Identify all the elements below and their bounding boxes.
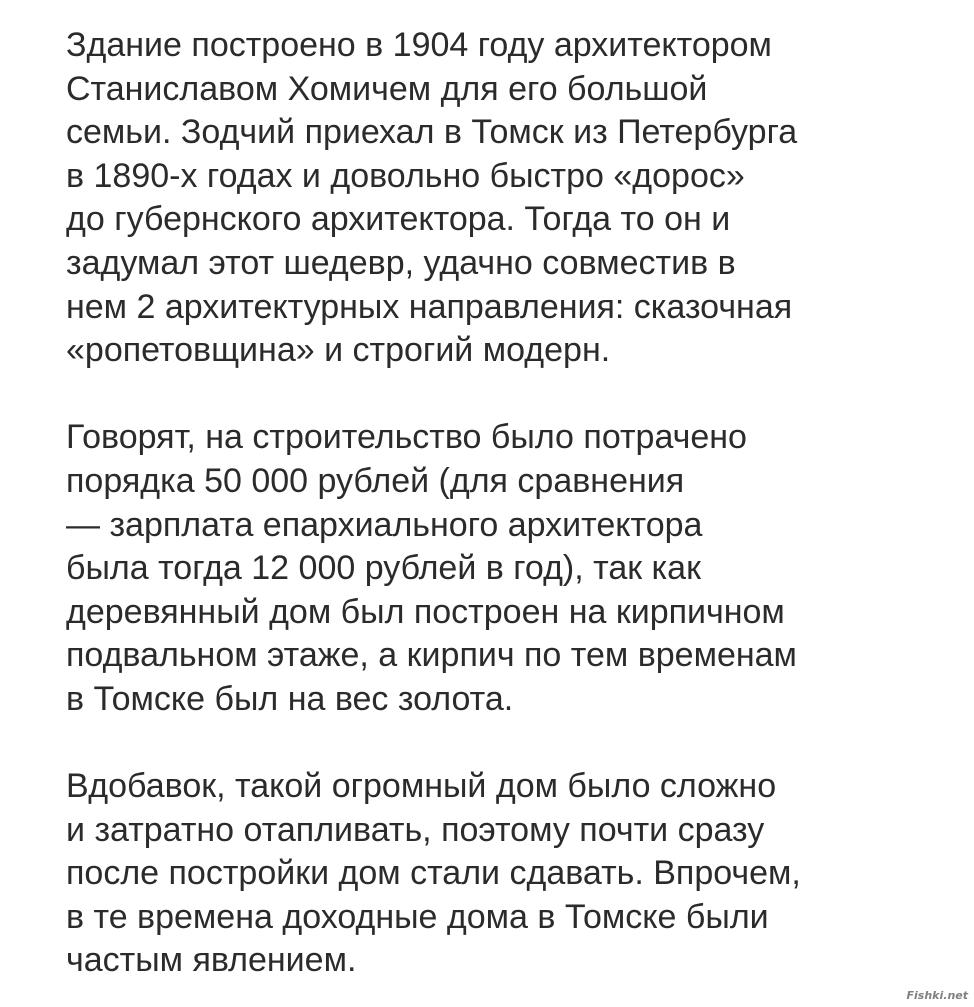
text-line: семьи. Зодчий приехал в Томск из Петербурга <box>66 113 798 152</box>
text-line: Вдобавок, такой огромный дом было сложно <box>66 767 777 806</box>
paragraph-1 <box>66 24 946 373</box>
text-line: Здание построено в 1904 году архитектором <box>66 26 772 64</box>
article-body <box>66 24 946 983</box>
text-line: нем 2 архитектурных направления: сказочная <box>66 287 793 326</box>
paragraph-2 <box>66 416 946 721</box>
paragraph-3 <box>66 765 946 983</box>
text-line: в Томске был на вес золота. <box>66 679 514 718</box>
text-line: Говорят, на строительство было потрачено <box>66 418 747 457</box>
text-line: подвальном этаже, а кирпич по тем временам <box>66 636 797 675</box>
text-line: частым явлением. <box>66 941 357 980</box>
text-line: в 1890-х годах и довольно быстро «дорос» <box>66 156 745 195</box>
text-line: Станиславом Хомичем для его большой <box>66 69 708 108</box>
fishki-watermark: Fishki.net <box>906 989 968 1002</box>
text-line: — зарплата епархиального архитектора <box>66 505 703 544</box>
text-line: после постройки дом стали сдавать. Впрочем, <box>66 854 801 893</box>
text-line: и затратно отапливать, поэтому почти сразу <box>66 810 765 849</box>
text-line: в те времена доходные дома в Томске были <box>66 897 769 936</box>
text-line: задумал этот шедевр, удачно совместив в <box>66 243 736 282</box>
text-line: порядка 50 000 рублей (для сравнения <box>66 461 685 500</box>
text-line: деревянный дом был построен на кирпичном <box>66 592 785 631</box>
text-line: «ропетовщина» и строгий модерн. <box>66 331 611 370</box>
text-line: была тогда 12 000 рублей в год), так как <box>66 549 701 588</box>
text-line: до губернского архитектора. Тогда то он и <box>66 200 731 239</box>
